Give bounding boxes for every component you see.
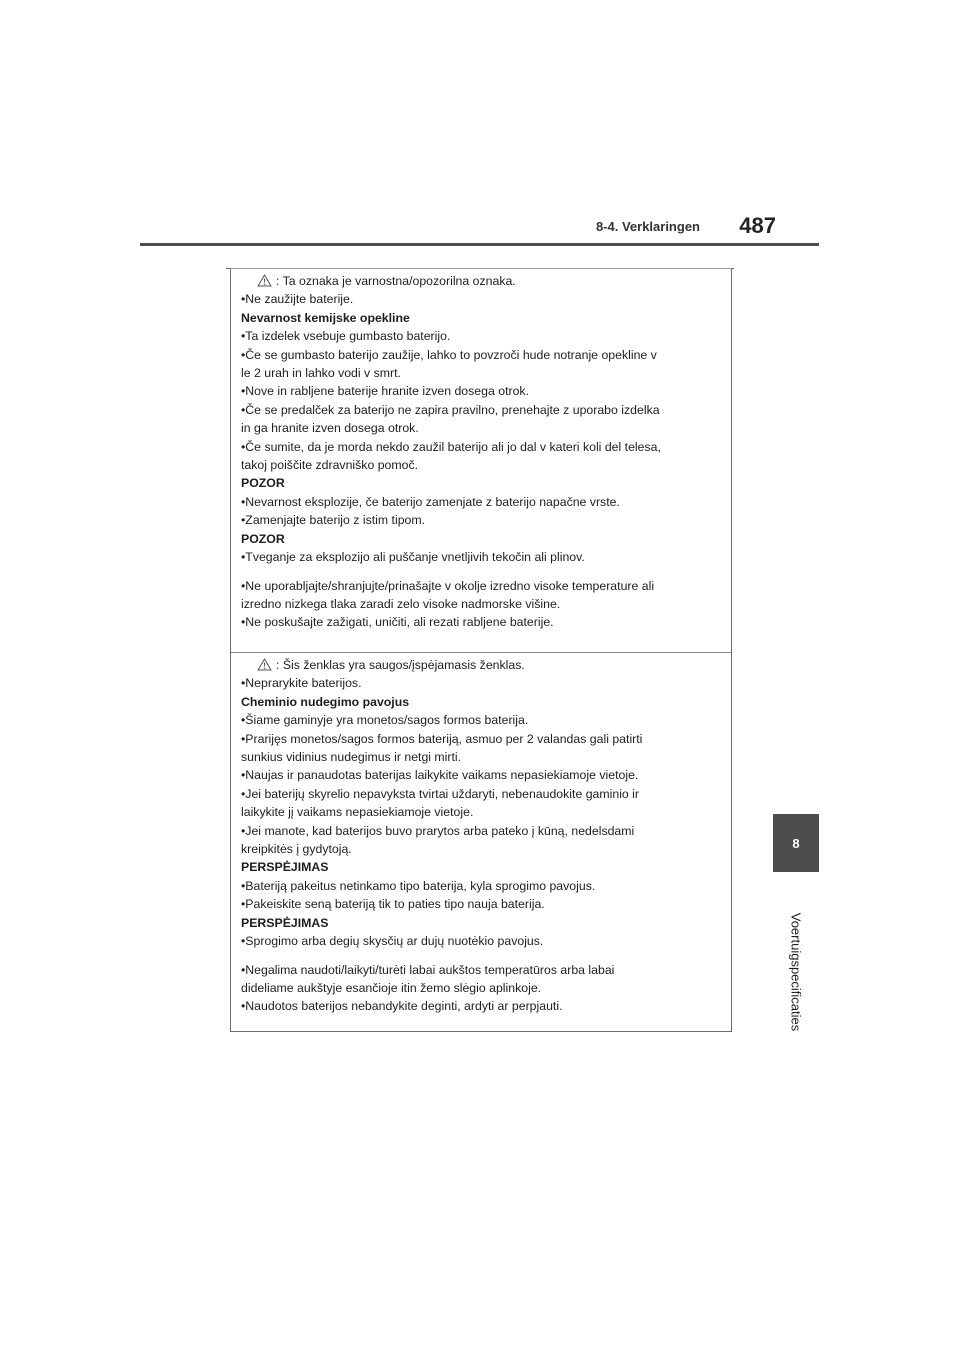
chapter-title: Voertuigspecificaties	[788, 912, 804, 1032]
notice-line: •Bateriją pakeitus netinkamo tipo baterija, kyla sprogimo pavojus.	[241, 878, 596, 893]
battery-warning-box	[230, 268, 732, 1032]
warning-section-lithuanian	[241, 656, 713, 1016]
chapter-tab	[773, 814, 819, 872]
warning-symbol-line	[241, 656, 713, 674]
chapter-number: 8	[792, 835, 800, 851]
notice-heading: Nevarnost kemijske opekline	[241, 310, 410, 325]
notice-line: •Naujas ir panaudotas baterijas laikykite vaikams nepasiekiamoje vietoje.	[241, 768, 639, 783]
notice-line: dideliame aukštyje esančioje itin žemo slėgio aplinkoje.	[241, 980, 542, 995]
notice-line: •Ne uporabljajte/shranjujte/prinašajte v okolje izredno visoke temperature ali	[241, 578, 655, 593]
warning-section-slovenian	[241, 272, 713, 632]
notice-line: •Naudotos baterijos nebandykite deginti, ardyti ar perpjauti.	[241, 999, 563, 1014]
page-number: 487	[739, 213, 776, 238]
notice-line: •Ne poskušajte zažigati, uničiti, ali rezati rabljene baterije.	[241, 615, 554, 630]
warning-triangle-icon	[257, 274, 272, 287]
notice-line: •Prarijęs monetos/sagos formos bateriją, asmuo per 2 valandas gali patirti	[241, 731, 643, 746]
warning-symbol-line	[241, 272, 713, 290]
warning-symbol-text: : Ta oznaka je varnostna/opozorilna oznaka.	[276, 274, 516, 288]
notice-line: kreipkitės į gydytoją.	[241, 842, 352, 857]
notice-line: •Zamenjajte baterijo z istim tipom.	[241, 513, 426, 528]
notice-line: •Neprarykite baterijos.	[241, 676, 362, 691]
notice-line: •Negalima naudoti/laikyti/turėti labai aukštos temperatūros arba labai	[241, 962, 615, 977]
notice-heading: PERSPĖJIMAS	[241, 915, 329, 930]
section-divider	[231, 652, 731, 653]
warning-triangle-icon	[257, 658, 272, 671]
notice-line: •Tveganje za eksplozijo ali puščanje vnetljivih tekočin ali plinov.	[241, 550, 585, 565]
notice-line: •Ne zaužijte baterije.	[241, 292, 354, 307]
notice-line: •Ta izdelek vsebuje gumbasto baterijo.	[241, 329, 451, 344]
notice-line: le 2 urah in lahko vodi v smrt.	[241, 366, 401, 381]
notice-heading: POZOR	[241, 476, 285, 491]
notice-heading: PERSPĖJIMAS	[241, 860, 329, 875]
notice-heading: Cheminio nudegimo pavojus	[241, 694, 410, 709]
notice-line: •Jei baterijų skyrelio nepavyksta tvirtai uždaryti, nebenaudokite gaminio ir	[241, 786, 640, 801]
notice-line: izredno nizkega tlaka zaradi zelo visoke nadmorske višine.	[241, 596, 561, 611]
notice-heading: POZOR	[241, 531, 285, 546]
notice-line: •Jei manote, kad baterijos buvo prarytos arba pateko į kūną, nedelsdami	[241, 823, 635, 838]
warning-symbol-text: : Šis ženklas yra saugos/įspėjamasis ženklas.	[276, 658, 525, 672]
notice-line: •Sprogimo arba degių skysčių ar dujų nuotėkio pavojus.	[241, 934, 544, 949]
notice-line: •Če se gumbasto baterijo zaužije, lahko to povzroči hude notranje opekline v	[241, 347, 657, 362]
notice-line: •Nove in rabljene baterije hranite izven dosega otrok.	[241, 384, 529, 399]
notice-line: •Šiame gaminyje yra monetos/sagos formos baterija.	[241, 713, 529, 728]
notice-line: in ga hranite izven dosega otrok.	[241, 421, 419, 436]
notice-line: •Nevarnost eksplozije, če baterijo zamenjate z baterijo napačne vrste.	[241, 494, 620, 509]
notice-line: sunkius vidinius nudegimus ir netgi mirti.	[241, 750, 462, 765]
section-title: 8-4. Verklaringen	[595, 219, 700, 234]
notice-line: laikykite jį vaikams nepasiekiamoje vietoje.	[241, 805, 474, 820]
notice-line: •Če se predalček za baterijo ne zapira pravilno, prenehajte z uporabo izdelka	[241, 402, 660, 417]
notice-line: takoj poiščite zdravniško pomoč.	[241, 458, 419, 473]
notice-line: •Pakeiskite seną bateriją tik to paties tipo nauja baterija.	[241, 897, 545, 912]
header-rule	[140, 243, 819, 246]
notice-line: •Če sumite, da je morda nekdo zaužil baterijo ali jo dal v kateri koli del telesa,	[241, 439, 661, 454]
